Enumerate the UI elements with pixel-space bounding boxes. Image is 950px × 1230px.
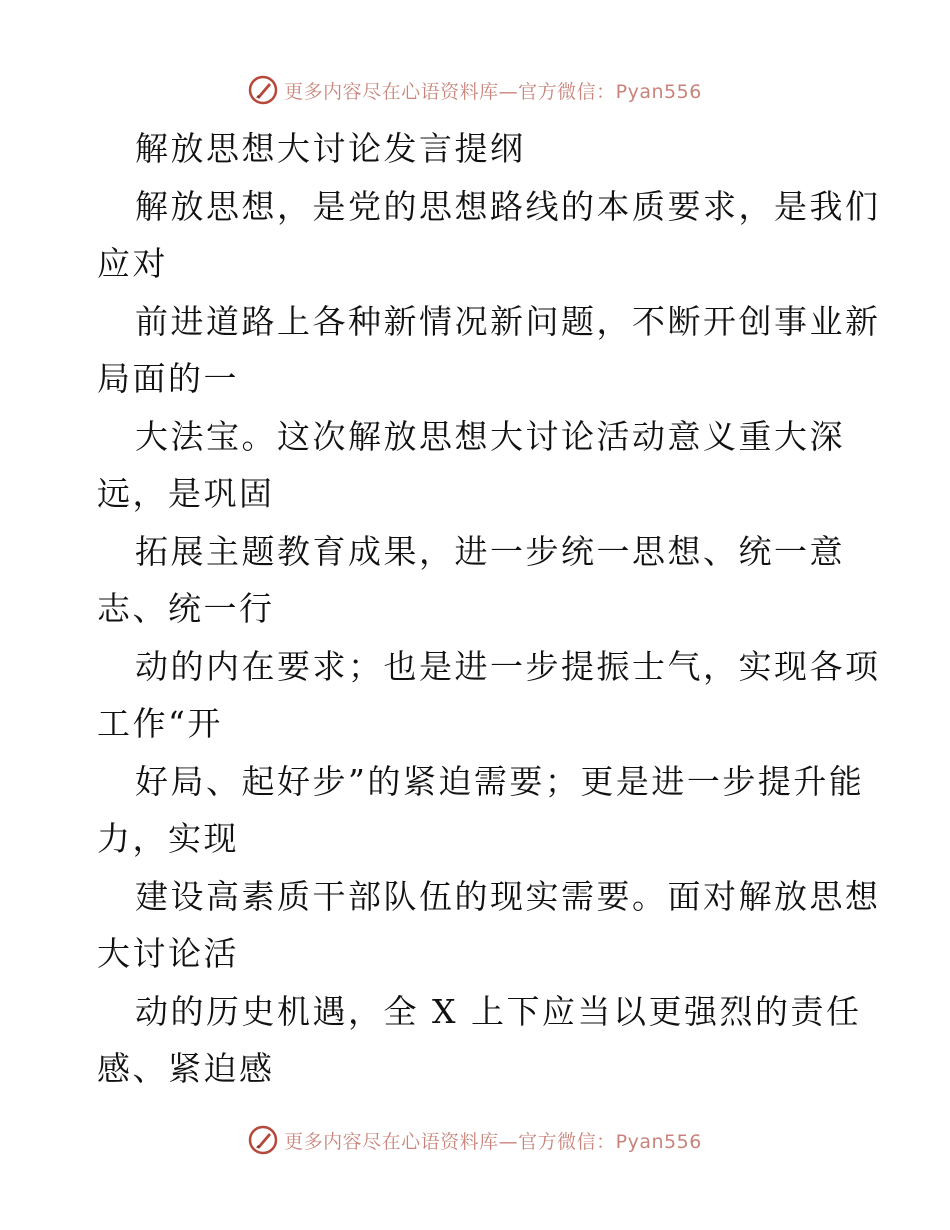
text-line: 大讨论活: [97, 934, 239, 973]
watermark-text: 更多内容尽在心语资料库—官方微信：Pyan556: [284, 1130, 702, 1153]
text-line: 力，实现: [97, 819, 239, 858]
quill-logo-icon: [248, 75, 278, 105]
text-line: 应对: [97, 244, 168, 283]
header-watermark: [0, 70, 950, 110]
text-line: 前进道路上各种新情况新问题，不断开创事业新: [135, 301, 881, 341]
text-line: 动的历史机遇，全 X 上下应当以更强烈的责任: [135, 991, 862, 1031]
document-body: [97, 120, 881, 1098]
text-line: 志、统一行: [97, 589, 275, 628]
text-line: 工作“开: [97, 704, 223, 743]
text-line: 建设高素质干部队伍的现实需要。面对解放思想: [135, 876, 881, 916]
text-line: 解放思想大讨论发言提纲: [135, 129, 526, 168]
text-line: 解放思想，是党的思想路线的本质要求，是我们: [135, 186, 881, 226]
watermark-group: [248, 75, 702, 105]
quill-logo-icon: [248, 1125, 278, 1155]
text-line: 好局、起好步”的紧迫需要；更是进一步提升能: [135, 761, 865, 801]
text-line: 局面的一: [97, 359, 239, 398]
text-line: 大法宝。这次解放思想大讨论活动意义重大深: [135, 416, 845, 456]
footer-watermark: [0, 1120, 950, 1160]
watermark-text: 更多内容尽在心语资料库—官方微信：Pyan556: [284, 80, 702, 103]
text-line: 感、紧迫感: [97, 1049, 275, 1088]
text-line: 拓展主题教育成果，进一步统一思想、统一意: [135, 531, 845, 571]
watermark-group: [248, 1125, 702, 1155]
text-line: 动的内在要求；也是进一步提振士气，实现各项: [135, 646, 881, 686]
text-line: 远，是巩固: [97, 474, 275, 513]
